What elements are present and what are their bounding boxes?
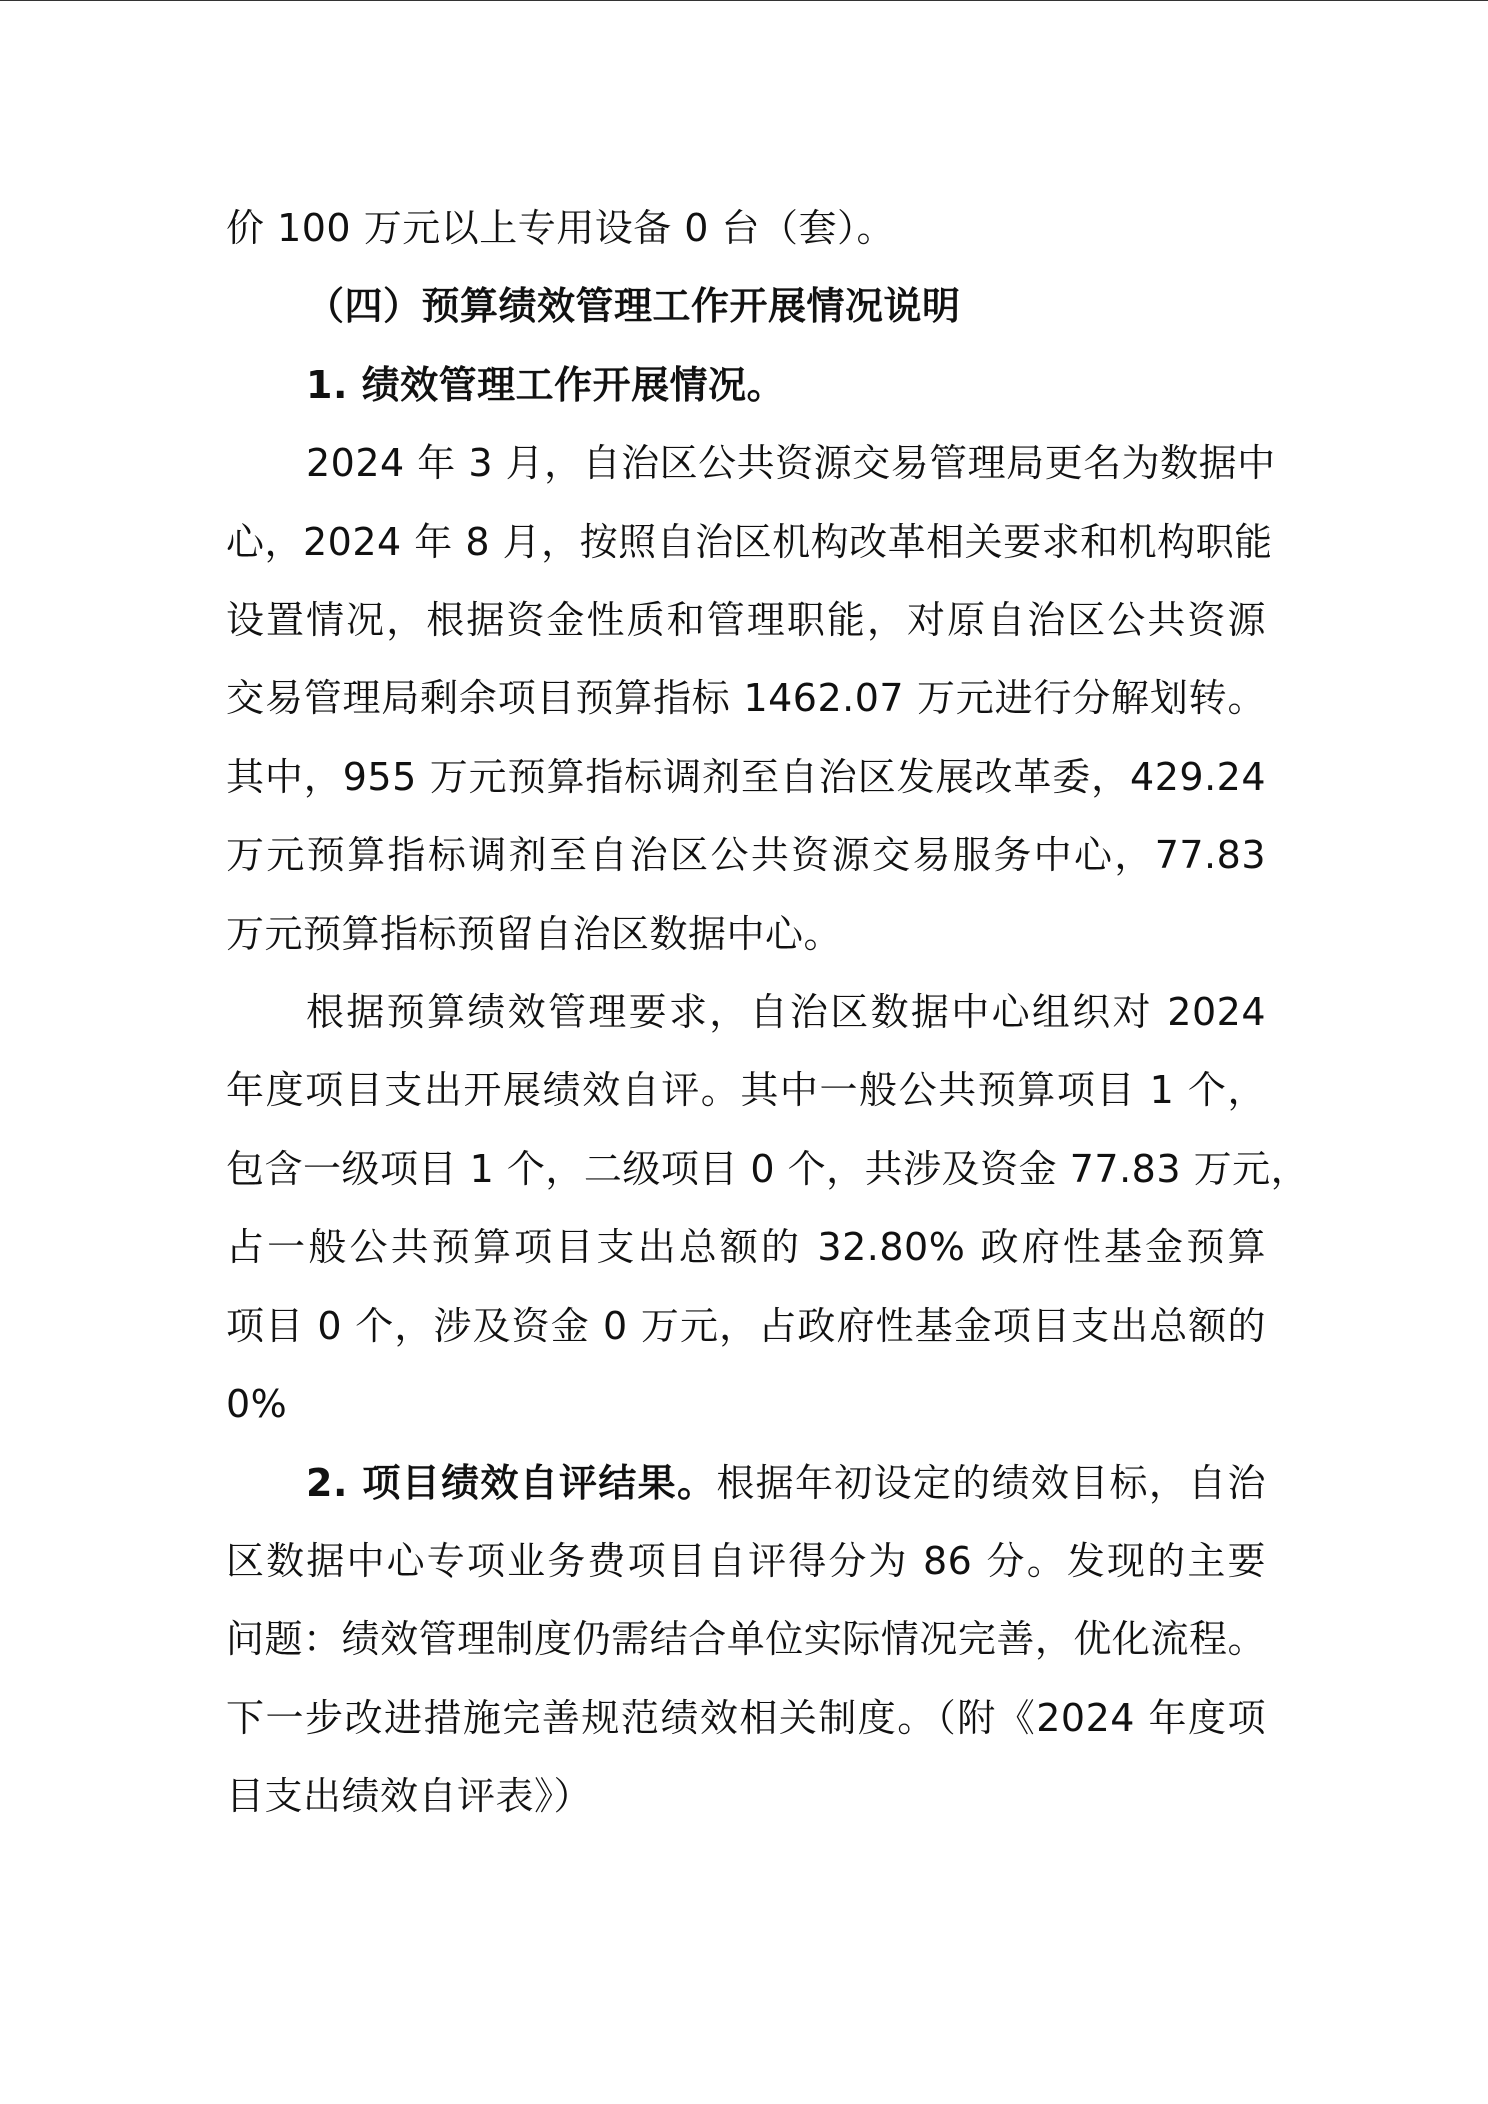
subsection-heading-2: 2. 项目绩效自评结果。 [306,1460,717,1505]
paragraph-line: 价 100 万元以上专用设备 0 台（套）。 [226,206,896,250]
paragraph-line [226,1444,1266,1522]
paragraph-line: 其中，955 万元预算指标调剂至自治区发展改革委，429.24 [226,754,1266,799]
paragraph-line: 问题：绩效管理制度仍需结合单位实际情况完善，优化流程。 [226,1617,1266,1662]
paragraph-line: 区数据中心专项业务费项目自评得分为 86 分。发现的主要 [226,1538,1266,1583]
paragraph-line: 0% [226,1382,288,1427]
paragraph-line: 设置情况，根据资金性质和管理职能，对原自治区公共资源 [226,598,1266,643]
subsection-heading-1: 1. 绩效管理工作开展情况。 [306,362,786,407]
paragraph-line: 目支出绩效自评表》） [226,1774,593,1819]
paragraph-line: 万元预算指标预留自治区数据中心。 [226,911,843,956]
paragraph-line: 万元预算指标调剂至自治区公共资源交易服务中心，77.83 [226,833,1266,878]
section-heading: （四）预算绩效管理工作开展情况说明 [306,284,961,329]
paragraph-line: 交易管理局剩余项目预算指标 1462.07 万元进行分解划转。 [226,676,1266,721]
paragraph-line: 下一步改进措施完善规范绩效相关制度。（附《2024 年度项 [226,1695,1266,1740]
paragraph-line: 心，2024 年 8 月，按照自治区机构改革相关要求和机构职能 [226,519,1273,564]
paragraph-line: 年度项目支出开展绩效自评。其中一般公共预算项目 1 个， [226,1068,1266,1113]
paragraph-line: 项目 0 个，涉及资金 0 万元，占政府性基金项目支出总额的 [226,1303,1266,1348]
paragraph-line: 根据预算绩效管理要求，自治区数据中心组织对 2024 [306,990,1266,1035]
paragraph-line: 占一般公共预算项目支出总额的 32.80% 政府性基金预算 [226,1225,1266,1270]
paragraph-line: 包含一级项目 1 个，二级项目 0 个，共涉及资金 77.83 万元， [226,1146,1310,1191]
paragraph-line: 2024 年 3 月，自治区公共资源交易管理局更名为数据中 [306,441,1276,486]
paragraph-text: 根据年初设定的绩效目标，自治 [716,1460,1266,1505]
document-body [226,189,1310,1836]
